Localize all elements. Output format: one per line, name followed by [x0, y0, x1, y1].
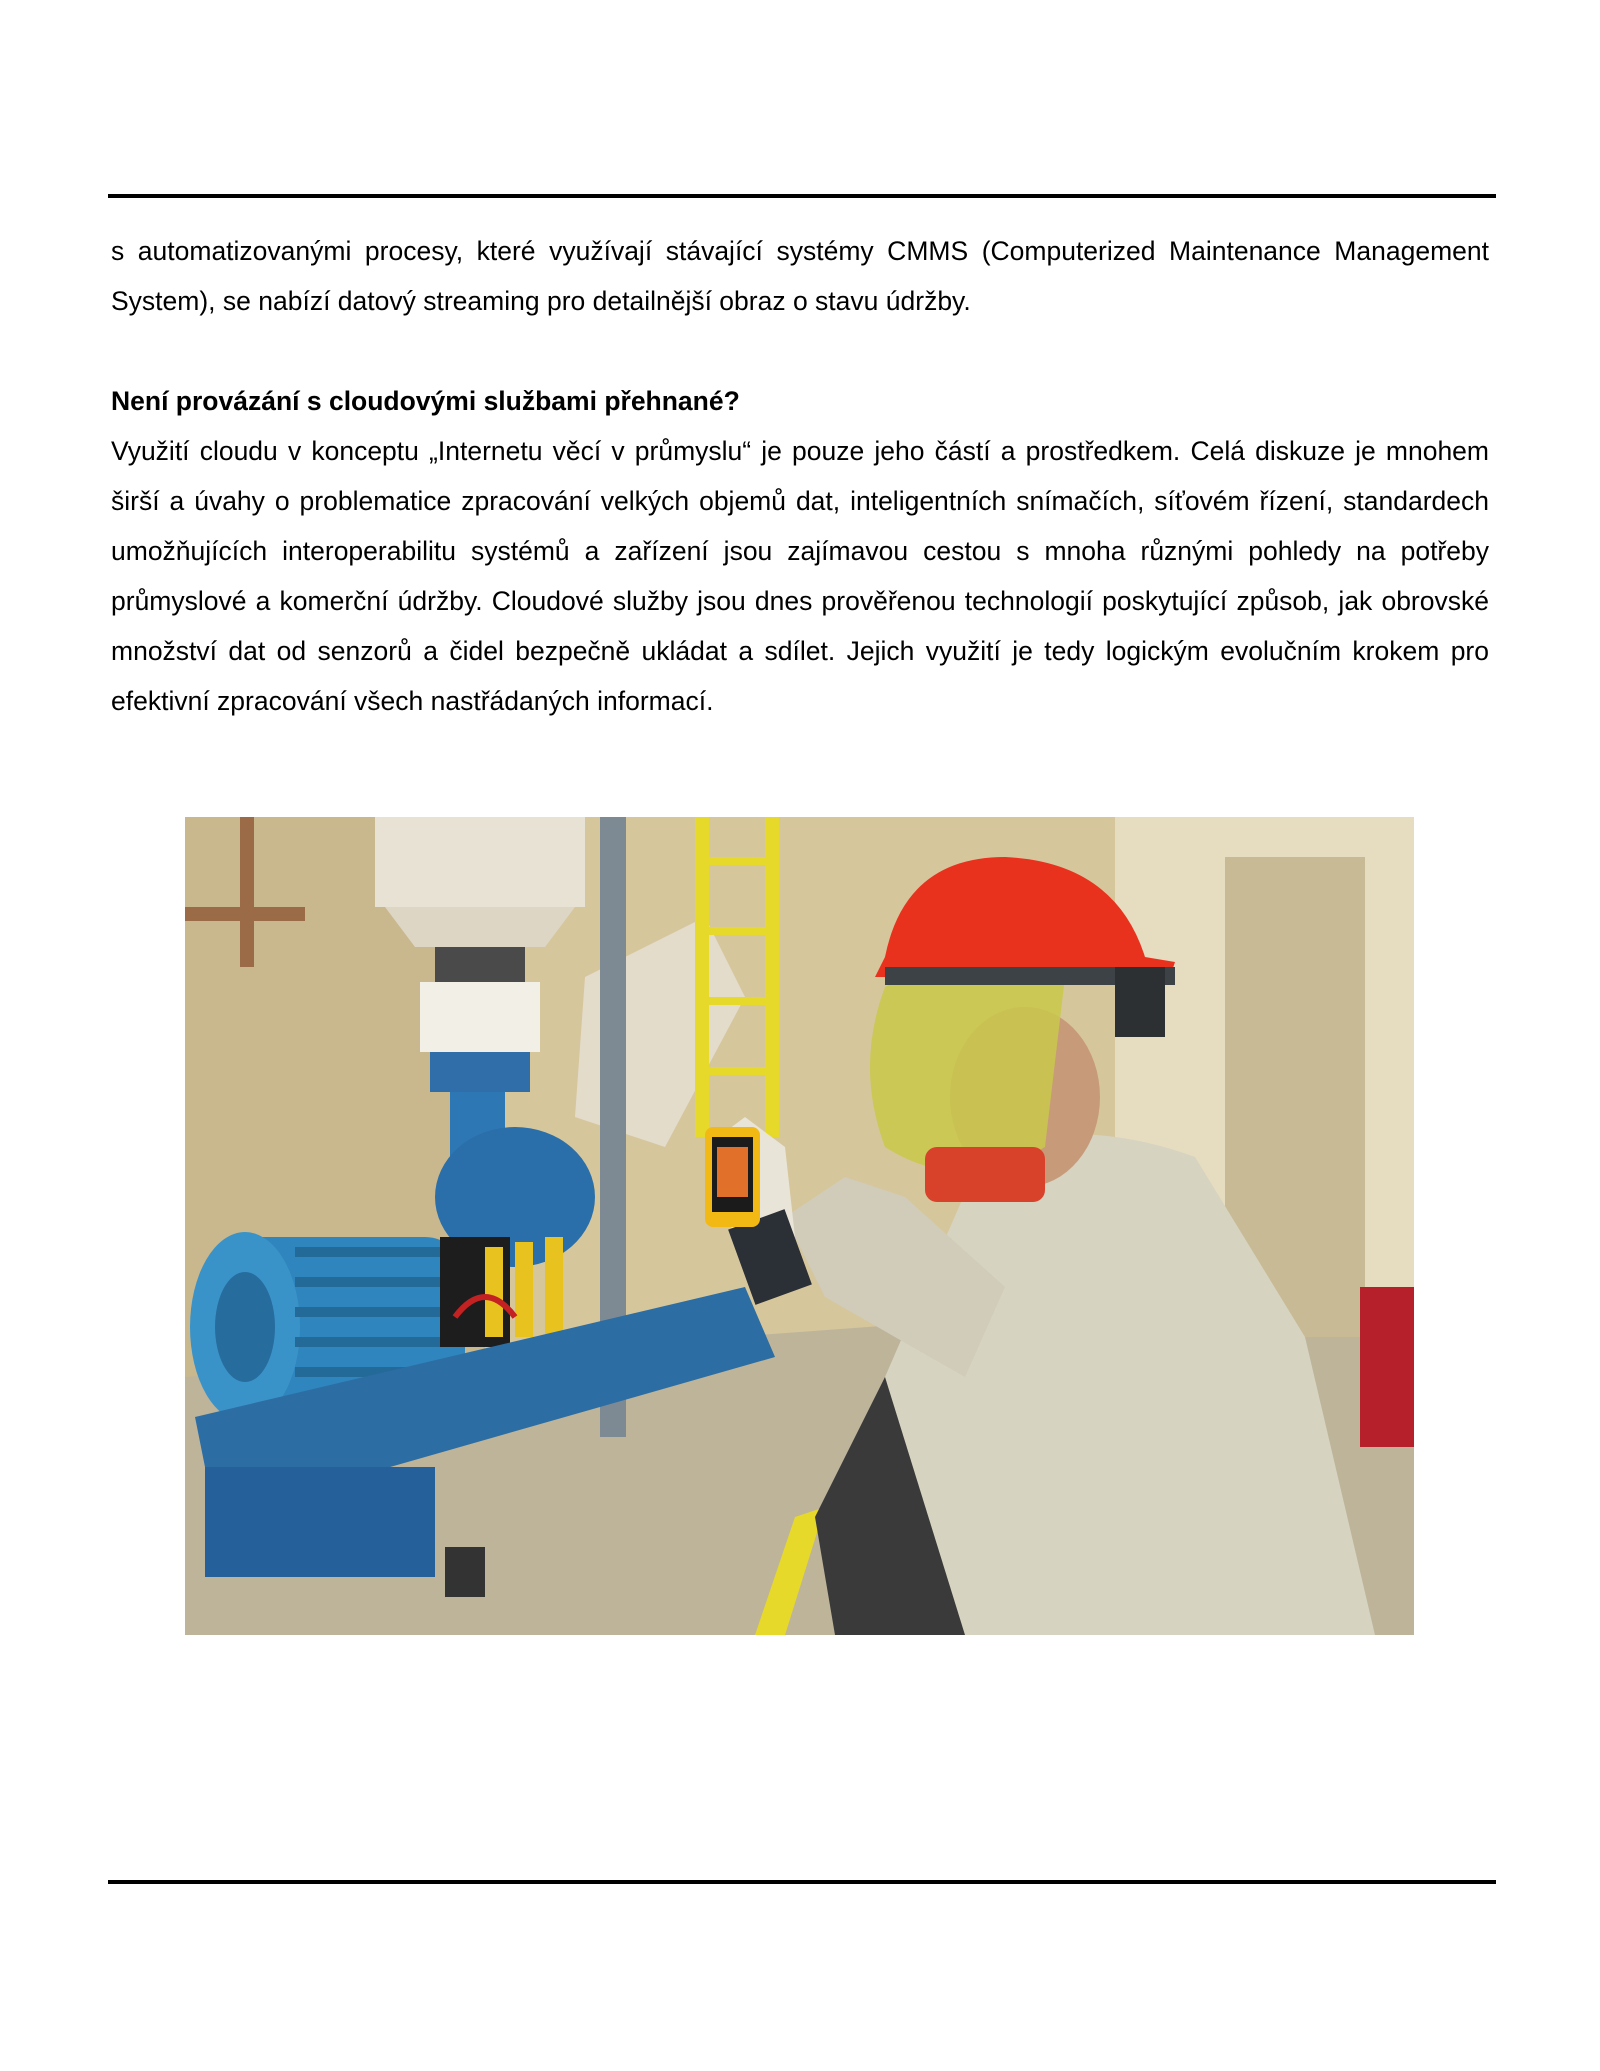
duct [375, 817, 585, 907]
industrial-photo [185, 817, 1414, 1635]
photo-illustration [185, 817, 1414, 1635]
section-paragraph: Využití cloudu v konceptu „Internetu věcí v průmyslu“ je pouze jeho částí a prostředkem. Celá diskuze je mnohem širší a úvahy o problematice zpracování velkých objemů dat, inteligentních snímačích, síťovém řízení, standardech umožňujících interoperabilitu systémů a zařízení jsou zajímavou cestou s mnoha různými pohledy na potřeby průmyslové a komerční údržby. Cloudové služby jsou dnes prověřenou technologií poskytující způsob, jak obrovské množství dat od senzorů a čidel bezpečně ukládat a sdílet. Jejich využití je tedy logickým evolučním krokem pro efektivní zpracování všech nastřádaných informací. [111, 436, 1489, 716]
section-heading: Není provázání s cloudovými službami přehnané? [111, 386, 740, 416]
article-body [111, 226, 1489, 726]
intro-paragraph: s automatizovanými procesy, které využívají stávající systémy CMMS (Computerized Maintenance Management System), se nabízí datový streaming pro detailnější obraz o stavu údržby. [111, 236, 1489, 316]
header-rule [108, 194, 1496, 198]
face-shield [870, 959, 1065, 1172]
footer-rule [108, 1880, 1496, 1884]
